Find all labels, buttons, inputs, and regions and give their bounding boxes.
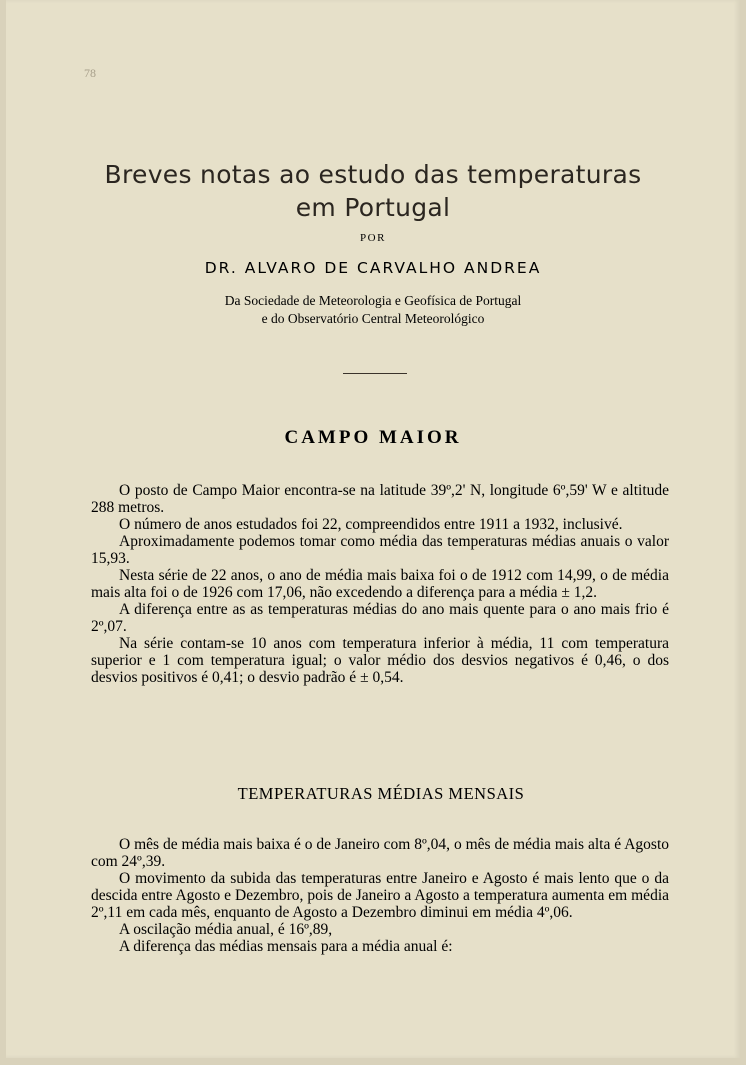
section-heading-monthly-temperatures: TEMPERATURAS MÉDIAS MENSAIS (237, 784, 525, 803)
author-affiliation (0, 292, 746, 328)
paragraph: O número de anos estudados foi 22, compreendidos entre 1911 a 1932, inclusivé. (119, 516, 623, 533)
affiliation-line-2: e do Observatório Central Meteorológico (261, 311, 485, 326)
affiliation-line-1: Da Sociedade de Meteorologia e Geofísica de Portugal (224, 293, 522, 308)
paragraph: A diferença entre as as temperaturas médias do ano mais quente para o ano mais frio é 2º,07. (91, 601, 669, 635)
article-title (0, 158, 746, 224)
paragraph: O movimento da subida das temperaturas entre Janeiro e Agosto é mais lento que o da descida entre Agosto e Dezembro, pois de Janeiro a Agosto a temperatura aumenta em média 2º,11 em cada mês, enquanto de Agosto a Dezembro diminui em média 4º,06. (91, 870, 669, 921)
paragraph: Nesta série de 22 anos, o ano de média mais baixa foi o de 1912 com 14,99, o de média mais alta foi o de 1926 com 17,06, não excedendo a diferença para a média ± 1,2. (91, 567, 669, 601)
paragraph: Aproximadamente podemos tomar como média das temperaturas médias anuais o valor 15,93. (91, 533, 669, 567)
paragraph: A oscilação média anual, é 16º,89, (119, 921, 333, 938)
section-body-campo-maior (91, 482, 669, 686)
author-name: DR. ALVARO DE CARVALHO ANDREA (204, 259, 542, 277)
section-heading-campo-maior: CAMPO MAIOR (284, 427, 462, 448)
divider (343, 373, 407, 374)
paragraph: A diferença das médias mensais para a média anual é: (119, 938, 453, 955)
paragraph: O mês de média mais baixa é o de Janeiro com 8º,04, o mês de média mais alta é Agosto com 24º,39. (91, 836, 669, 870)
page-number: 78 (84, 66, 96, 80)
paragraph: O posto de Campo Maior encontra-se na latitude 39º,2' N, longitude 6º,59' W e altitude 288 metros. (91, 482, 669, 516)
paragraph: Na série contam-se 10 anos com temperatura inferior à média, 11 com temperatura superior e 1 com temperatura igual; o valor médio dos desvios negativos é 0,46, o dos desvios positivos é 0,41; o desvio padrão é ± 0,54. (91, 635, 669, 686)
title-line-2: em Portugal (295, 193, 451, 222)
title-line-1: Breves notas ao estudo das temperaturas (104, 160, 642, 189)
section-body-monthly-temperatures (91, 836, 669, 955)
by-label: POR (360, 232, 386, 244)
